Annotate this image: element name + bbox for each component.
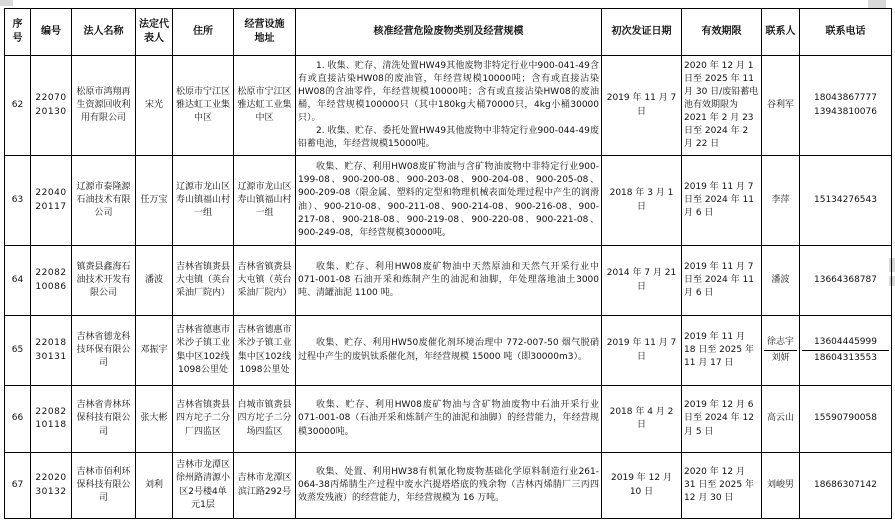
license-code-cell: 2207020130 (31, 56, 72, 156)
first-issue-date-cell: 2019 年 12 月 10 日 (602, 453, 682, 519)
validity-period-cell: 2019 年 11 月 7 日至 2024 年 11 月 6 日 (682, 246, 762, 316)
residence-cell: 吉林省镇赉县大屯镇（英台采油厂院内） (173, 246, 234, 316)
legal-representative-cell: 刘利 (136, 453, 173, 519)
contact-phone: 13943810076 (814, 106, 877, 117)
license-code-cell: 2208210086 (31, 246, 72, 316)
contact-phone: 18686307142 (814, 479, 877, 490)
first-issue-date-cell: 2018 年 4 月 2 日 (602, 386, 682, 453)
legal-entity-name-cell: 吉林省青林环保科技有限公司 (72, 386, 136, 453)
column-header-4: 住所 (173, 9, 234, 56)
facility-address-cell: 白城市镇赉县四方坨子二分场四监区 (234, 386, 296, 453)
legal-entity-name-cell: 辽源市泰隆源石油技术有限公司 (72, 156, 136, 246)
legal-representative-cell: 宋光 (136, 56, 173, 156)
serial-number-cell: 67 (5, 453, 31, 519)
residence-cell: 辽源市龙山区寿山镇福山村一组 (173, 156, 234, 246)
column-header-7: 初次发证日期 (602, 9, 682, 56)
contact-person-cell: 刘峻男 (762, 453, 800, 519)
license-code-cell: 2204020117 (31, 156, 72, 246)
contact-phone-cell (800, 316, 892, 386)
facility-address-cell: 吉林省德惠市米沙子镇工业集中区102线1098公里处 (234, 316, 296, 386)
approved-scope-cell: 收集、处置、利用HW38有机氰化物废物基础化学原料制造行业261-064-38丙烯腈生产过程中废水汽提塔塔底的残余物（吉林丙烯腈厂三丙四效蒸发残液）的经营能力，年经营规模为 16 万吨。 (296, 453, 602, 519)
column-header-5: 经营设施 地址 (234, 9, 296, 56)
contact-person-cell (762, 316, 800, 386)
facility-address-cell: 辽源市龙山区寿山镇福山村一组 (234, 156, 296, 246)
window-corner-fragment (0, 0, 13, 6)
contact-phone-cell (800, 156, 892, 246)
serial-number-cell: 65 (5, 316, 31, 386)
contact-phone-cell (800, 246, 892, 316)
residence-cell: 吉林省镇赉县四方坨子二分厂四监区 (173, 386, 234, 453)
contact-phone: 15590790058 (814, 413, 877, 424)
contact-person-cell: 潘波 (762, 246, 800, 316)
first-issue-date-cell: 2018 年 3 月 1 日 (602, 156, 682, 246)
validity-period-cell: 2019 年 11 月 7 日至 2024 年 11 月 6 日 (682, 156, 762, 246)
legal-entity-name-cell: 吉林省德龙科技环保有限公司 (72, 316, 136, 386)
table-row (5, 156, 892, 246)
first-issue-date-cell: 2019 年 11 月 7 日 (602, 316, 682, 386)
table-row (5, 386, 892, 453)
license-code-cell: 2201830131 (31, 316, 72, 386)
residence-cell: 吉林市龙潭区徐州路清源小区2号楼4单元1层 (173, 453, 234, 519)
legal-representative-cell: 潘波 (136, 246, 173, 316)
contact-phone: 18043867777 (814, 93, 877, 104)
legal-entity-name-cell: 镇赉县鑫海石油技术开发有限公司 (72, 246, 136, 316)
serial-number-cell: 66 (5, 386, 31, 453)
column-header-2: 法人名称 (72, 9, 136, 56)
license-table (4, 8, 892, 519)
validity-period-cell: 2020 年 12 月 31 日至 2025 年 12 月 30 日 (682, 453, 762, 519)
license-code-cell: 2208210118 (31, 386, 72, 453)
validity-period-cell: 2019 年 11 月 18 日至 2025 年 11 月 17 日 (682, 316, 762, 386)
residence-cell: 吉林省德惠市米沙子镇工业集中区102线1098公里处 (173, 316, 234, 386)
legal-representative-cell: 邓振宇 (136, 316, 173, 386)
validity-period-cell: 2019 年 12 月 6 日至 2024 年 12 月 5 日 (682, 386, 762, 453)
license-code-cell: 2202030132 (31, 453, 72, 519)
contact-phone: 13664368787 (814, 274, 877, 285)
serial-number-cell: 63 (5, 156, 31, 246)
first-issue-date-cell: 2019 年 11 月 7 日 (602, 56, 682, 156)
first-issue-date-cell: 2014 年 7 月 21 日 (602, 246, 682, 316)
column-header-0: 序 号 (5, 9, 31, 56)
approved-scope-cell: 收集、贮存、利用HW08废矿物油中天然原油和天然气开采行业中 071-001-08 石油开采和炼制产生的油泥和油脚，年处理落地油土3000吨、清罐油泥 1100 吨。 (296, 246, 602, 316)
facility-address-cell: 松原市宁江区雅达虹工业集中区 (234, 56, 296, 156)
contact-person: 徐志宇 (766, 336, 794, 347)
contact-phone-cell (800, 386, 892, 453)
table-body (5, 56, 892, 519)
table-row (5, 56, 892, 156)
facility-address-cell: 吉林市龙潭区滨江路292号 (234, 453, 296, 519)
approved-scope-cell: 收集、贮存、利用HW08废矿物油与含矿物油废物中石油开采行业 071-001-08（石油开采和炼制产生的油泥和油脚）的经营能力，年经营规模30000吨。 (296, 386, 602, 453)
contact-phone-cell (800, 453, 892, 519)
validity-period-cell: 2020 年 12 月 1 日至 2025 年 11 月 30 日/废铅蓄电池有效期限为 2021 年 2 月 23 日至 2024 年 2 月 22 日 (682, 56, 762, 156)
table-row (5, 453, 892, 519)
approved-scope-cell: 收集、贮存、利用HW08废矿物油与含矿物油废物中非特定行业900-199-08、900-200-08、900-203-08、900-204-08、900-205-08、900-209-08（限金属、塑料的定型和物理机械表面处理过程中产生的润滑油）、900-210-08、900-211-08、900-214-08、900-216-08、900-217-08、900-218-08、900-219-08、900-220-08、900-221-08、900-249-08，年经营规模30000吨。 (296, 156, 602, 246)
legal-representative-cell: 张大彬 (136, 386, 173, 453)
contact-phone: 13604445999 (814, 336, 877, 347)
column-header-6: 核准经营危险废物类别及经营规模 (296, 9, 602, 56)
serial-number-cell: 62 (5, 56, 31, 156)
column-header-10: 联系电话 (800, 9, 892, 56)
approved-scope-cell: 1. 收集、贮存、清洗处置HW49其他废物非特定行业中900-041-49含有或直接沾染HW08的废油管，年经营规模10000吨；含有或直接沾染HW08的含油零件，年经营规模10000吨；含有或直接沾染HW08的废油桶，年经营规模100000只（其中180kg大桶70000只，4kg小桶30000只）。 2. 收集、贮存、委托处置HW49其他废物中非特定行业900-044-49废铅蓄电池，年经营规模15000吨。 (296, 56, 602, 156)
approved-scope-cell: 收集、贮存、利用HW50废催化剂环境治理中 772-007-50 烟气脱硝过程中产生的废钒钛系催化剂，年经营规模 15000 吨（即30000m3）。 (296, 316, 602, 386)
facility-address-cell: 吉林省镇赉县大屯镇（英台采油厂院内） (234, 246, 296, 316)
contact-person: 刘妍 (764, 350, 797, 366)
contact-phone: 18604313553 (802, 350, 889, 366)
column-header-1: 编号 (31, 9, 72, 56)
column-header-8: 有效期限 (682, 9, 762, 56)
legal-entity-name-cell: 松原市鸿翔再生资源回收利用有限公司 (72, 56, 136, 156)
serial-number-cell: 64 (5, 246, 31, 316)
contact-person-cell: 李萍 (762, 156, 800, 246)
legal-entity-name-cell: 吉林市佰利环保科技有限公司 (72, 453, 136, 519)
table-header-row (5, 9, 892, 56)
contact-person-cell: 谷利军 (762, 56, 800, 156)
table-row (5, 246, 892, 316)
residence-cell: 松原市宁江区雅达虹工业集中区 (173, 56, 234, 156)
contact-person-cell: 高云山 (762, 386, 800, 453)
contact-phone-cell (800, 56, 892, 156)
legal-representative-cell: 任万宝 (136, 156, 173, 246)
table-row (5, 316, 892, 386)
column-header-3: 法定代 表人 (136, 9, 173, 56)
contact-phone: 15134276543 (814, 194, 877, 205)
column-header-9: 联系人 (762, 9, 800, 56)
